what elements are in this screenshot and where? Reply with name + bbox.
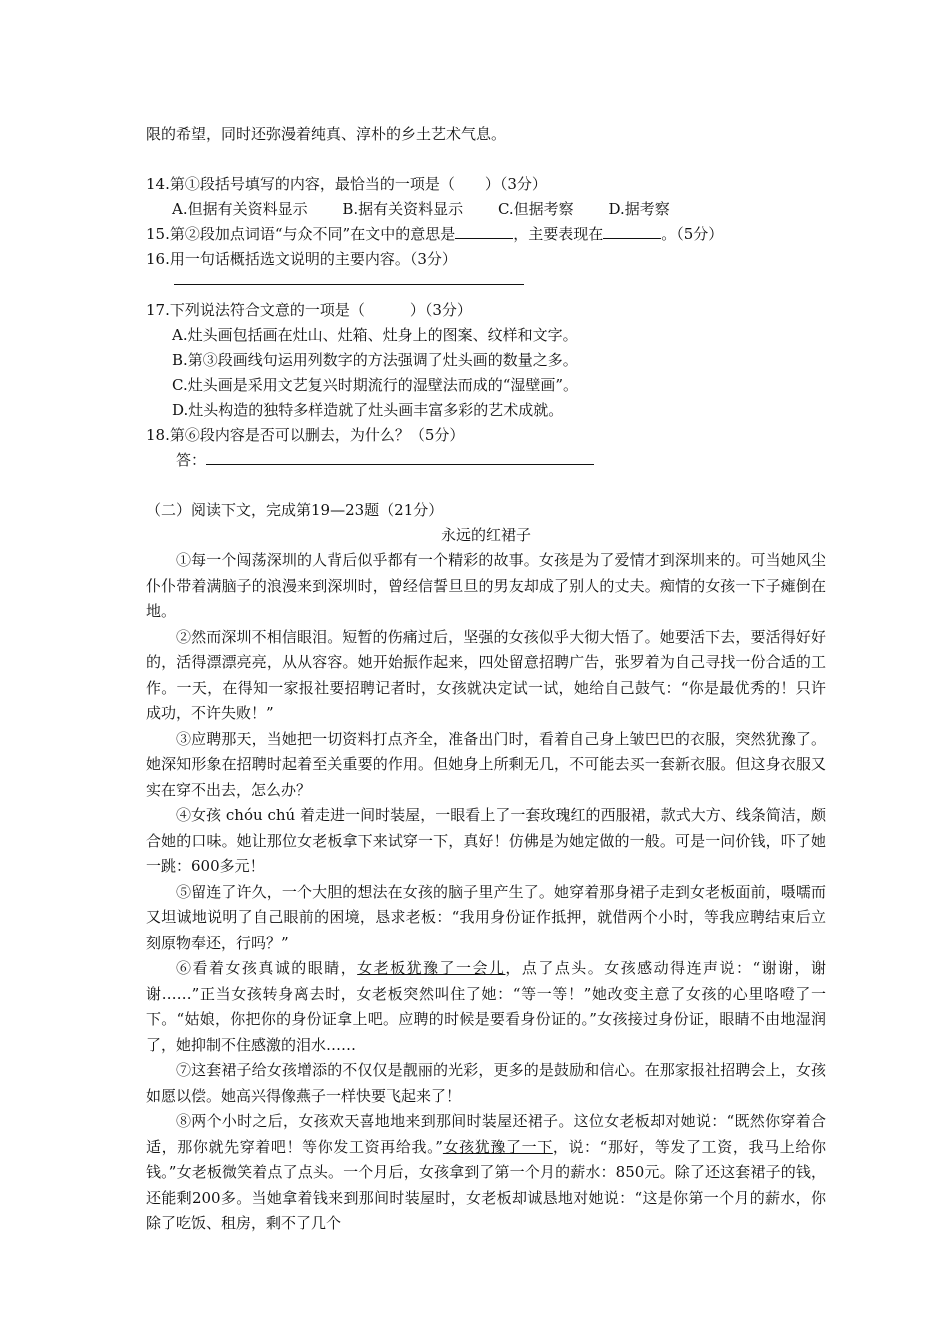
q17-option-a: A.灶头画包括画在灶山、灶箱、灶身上的图案、纹样和文字。 — [172, 326, 578, 344]
paragraph-7: ⑦这套裙子给女孩增添的不仅仅是靓丽的光彩，更多的是鼓励和信心。在那家报社招聘会上，女孩如愿以偿。她高兴得像燕子一样快要飞起来了！ — [146, 1061, 826, 1105]
q16-stem: 16.用一句话概括选文说明的主要内容。（3分） — [146, 250, 457, 268]
q14-option-c: C.但据考察 — [497, 200, 574, 218]
section2-heading: （二）阅读下文，完成第19—23题（21分） — [146, 501, 444, 519]
q15-part2: ，主要表现在 — [513, 225, 604, 243]
exam-page — [146, 122, 826, 1237]
q15-blank-meaning[interactable] — [455, 222, 513, 239]
q14-options — [146, 197, 826, 222]
paragraph-8-rest: ，说：“那好，等发了工资，我马上给你钱。”女老板微笑着点了点头。一个月后，女孩拿到了第一个月的薪水：850元。除了还这套裙子的钱，还能剩200多。当她拿着钱来到那间时装屋时，女老板却诚恳地对她说：“这是你第一个月的薪水，你除了吃饭、租房，剩不了几个 — [146, 1137, 826, 1232]
spacer — [146, 473, 826, 498]
paragraph-6 — [146, 956, 826, 1058]
paragraph-6-start: ⑥看着女孩真诚的眼睛， — [176, 959, 358, 977]
q14-option-a: A.但据有关资料显示 — [172, 200, 308, 218]
paragraph-8-start: ⑧两个小时之后，女孩欢天喜地地来到那间时装屋还裙子。这位女老板却对她说：“既然你穿着合适，那你就先穿着吧！等你发工资再给我。” — [146, 1112, 826, 1156]
spacer — [146, 285, 826, 298]
q15-part3: 。（5分） — [661, 225, 724, 243]
underlined-sentence-1: 女老板犹豫了一会儿 — [357, 959, 506, 977]
paragraph-3: ③应聘那天，当她把一切资料打点齐全，准备出门时，看着自己身上皱巴巴的衣服，突然犹豫了。她深知形象在招聘时起着至关重要的作用。但她身上所剩无几，不可能去买一套新衣服。但这身衣服又实在穿不出去，怎么办？ — [146, 729, 826, 799]
q16-answer-line[interactable] — [174, 278, 524, 285]
underlined-sentence-2: 女孩犹豫了一下 — [442, 1137, 553, 1156]
paragraph-1: ①每一个闯荡深圳的人背后似乎都有一个精彩的故事。女孩是为了爱情才到深圳来的。可当她风尘仆仆带着满脑子的浪漫来到深圳时，曾经信誓旦旦的男友却成了别人的丈夫。痴情的女孩一下子瘫倒在地。 — [146, 551, 826, 620]
paragraph-2: ②然而深圳不相信眼泪。短暂的伤痛过后，坚强的女孩似乎大彻大悟了。她要活下去，要活得好好的，活得漂漂亮亮，从从容容。她开始振作起来，四处留意招聘广告，张罗着为自己寻找一份合适的工作。一天，在得知一家报社要招聘记者时，女孩就决定试一试，她给自己鼓气：“你是最优秀的！只许成功，不许失败！” — [146, 627, 826, 722]
paragraph-4: ④女孩 chóu chú 着走进一间时装屋，一眼看上了一套玫瑰红的西服裙，款式大方、线条简洁，颇合她的口味。她让那位女老板拿下来试穿一下，真好！仿佛是为她定做的一般。可是一问价钱，吓了她一跳：600多元！ — [146, 806, 826, 875]
story-title: 永远的红裙子 — [440, 526, 531, 544]
q18-answer — [146, 448, 826, 473]
q14-stem: 14.第①段括号填写的内容，最恰当的一项是（ ）（3分） — [146, 175, 547, 193]
q18-answer-label: 答： — [176, 451, 207, 469]
intro-line: 限的希望，同时还弥漫着纯真、淳朴的乡土艺术气息。 — [146, 125, 507, 143]
paragraph-8 — [146, 1109, 826, 1237]
spacer — [146, 147, 826, 172]
q17-option-c: C.灶头画是采用文艺复兴时期流行的湿壁法而成的“湿壁画”。 — [172, 376, 579, 394]
q17-stem: 17.下列说法符合文意的一项是（ ）（3分） — [146, 301, 472, 319]
q14-option-d: D.据考察 — [608, 200, 670, 218]
paragraph-5: ⑤留连了许久，一个大胆的想法在女孩的脑子里产生了。她穿着那身裙子走到女老板面前，嗫嚅而又坦诚地说明了自己眼前的困境，恳求老板：“我用身份证作抵押，就借两个小时，等我应聘结束后立刻原物奉还，行吗？” — [146, 882, 826, 952]
q15-blank-feature[interactable] — [603, 222, 661, 239]
q15-part1: 15.第②段加点词语“与众不同”在文中的意思是 — [146, 225, 456, 243]
q17-option-d: D.灶头构造的独特多样造就了灶头画丰富多彩的艺术成就。 — [172, 401, 564, 419]
q14-option-b: B.据有关资料显示 — [342, 200, 464, 218]
q18-answer-line[interactable] — [206, 448, 594, 465]
q18-stem: 18.第⑥段内容是否可以删去，为什么？（5分） — [146, 426, 465, 444]
q15 — [146, 222, 826, 247]
q17-option-b: B.第③段画线句运用列数字的方法强调了灶头画的数量之多。 — [172, 351, 578, 369]
paragraph-6-rest: ，点了点头。女孩感动得连声说：“谢谢，谢谢……”正当女孩转身离去时，女老板突然叫住了她：“等一等！”她改变主意了女孩的心里咯噔了一下。“姑娘，你把你的身份证拿上吧。应聘的时候是要看身份证的。”女孩接过身份证，眼睛不由地湿润了，她抑制不住感激的泪水…… — [146, 959, 826, 1054]
